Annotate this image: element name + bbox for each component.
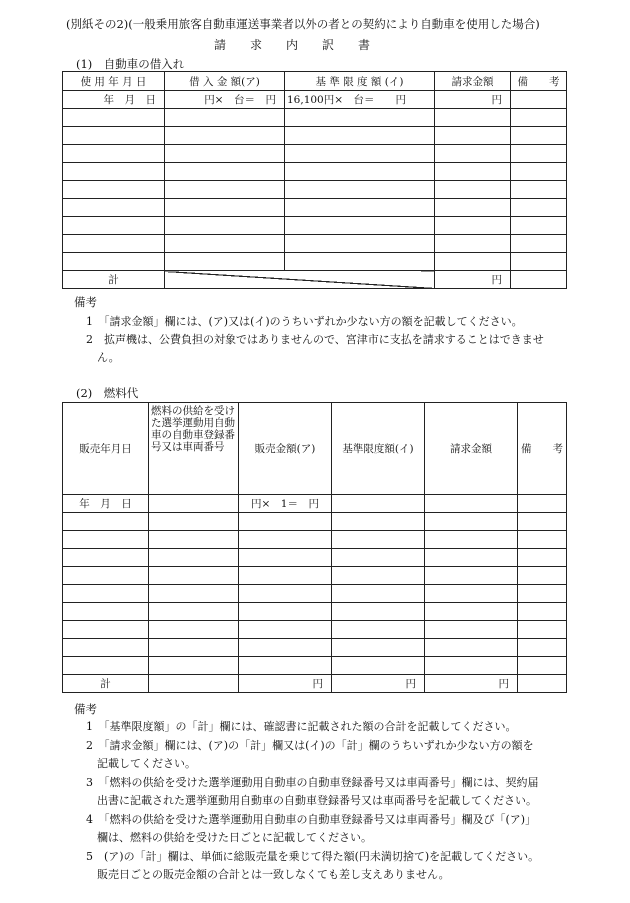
table-row	[63, 253, 567, 271]
column-header-sale-amount: 販売金額(ア)	[239, 403, 332, 495]
table-row	[63, 531, 567, 549]
section2-note-5-cont: 販売日ごとの販売金額の合計とは一致しなくても差し支えありません。	[97, 868, 450, 881]
table-row	[63, 235, 567, 253]
total-label: 計	[63, 675, 149, 693]
section2-note-3-cont: 出書に記載された選挙運動用自動車の自動車登録番号又は車両番号を記載してください。	[97, 794, 537, 807]
column-header-claim-amount: 請求金額	[425, 403, 518, 495]
vehicle-number-cell[interactable]	[149, 495, 239, 513]
table-header-row	[63, 403, 567, 495]
sale-date-cell[interactable]: 年 月 日	[63, 495, 149, 513]
column-header-vehicle-number: 燃料の供給を受けた選挙運動用自動車の自動車登録番号又は車両番号	[149, 403, 239, 495]
standard-limit-cell[interactable]	[332, 495, 425, 513]
column-header-claim-amount: 請求金額	[435, 72, 511, 91]
claim-amount-cell[interactable]	[425, 495, 518, 513]
total-crossed-cell	[165, 271, 435, 289]
rental-amount-cell[interactable]: 円× 台＝ 円	[165, 91, 285, 109]
table-row	[63, 163, 567, 181]
total-remarks-cell[interactable]	[511, 271, 567, 289]
table-row	[63, 639, 567, 657]
sale-amount-cell[interactable]: 円× 1＝ 円	[239, 495, 332, 513]
section2-note-2-cont: 記載してください。	[97, 757, 196, 770]
total-vehicle-cell	[149, 675, 239, 693]
section1-note-1: 1 「請求金額」欄には、(ア)又は(イ)のうちいずれか少ない方の額を記載してください。	[86, 315, 523, 328]
section2-notes-label: 備考	[74, 702, 97, 716]
section2-note-4-cont: 欄は、燃料の供給を受けた日ごとに記載してください。	[97, 831, 372, 844]
column-header-remarks: 備 考	[518, 403, 567, 495]
remarks-cell[interactable]	[518, 495, 567, 513]
table-row	[63, 181, 567, 199]
table-row	[63, 145, 567, 163]
table-header-row	[63, 72, 567, 91]
section1-note-2: 2 拡声機は、公費負担の対象ではありませんので、宮津市に支払を請求することはできませ	[86, 333, 544, 346]
document-title: 請 求 内 訳 書	[214, 38, 371, 52]
fuel-cost-table	[62, 402, 567, 693]
table-row	[63, 217, 567, 235]
claim-amount-cell[interactable]: 円	[435, 91, 511, 109]
column-header-standard-limit: 基 準 限 度 額 (イ)	[285, 72, 435, 91]
column-header-sale-date: 販売年月日	[63, 403, 149, 495]
document-subtitle: (別紙その2)(一般乗用旅客自動車運送事業者以外の者との契約により自動車を使用した場合)	[66, 17, 540, 31]
table-row	[63, 127, 567, 145]
table-row	[63, 585, 567, 603]
vehicle-rental-table	[62, 71, 567, 289]
section1-heading: (1) 自動車の借入れ	[76, 57, 185, 71]
section2-note-1: 1 「基準限度額」の「計」欄には、確認書に記載された額の合計を記載してください。	[86, 720, 517, 733]
total-claim-amount-cell[interactable]: 円	[435, 271, 511, 289]
usage-date-cell[interactable]: 年 月 日	[63, 91, 165, 109]
table-row	[63, 603, 567, 621]
section2-note-3: 3 「燃料の供給を受けた選挙運動用自動車の自動車登録番号又は車両番号」欄には、契約届	[86, 776, 539, 789]
total-sale-amount-cell[interactable]: 円	[239, 675, 332, 693]
section2-note-2: 2 「請求金額」欄には、(ア)の「計」欄又は(イ)の「計」欄のうちいずれか少ない方の額を	[86, 739, 534, 752]
table-row	[63, 621, 567, 639]
table-row	[63, 549, 567, 567]
standard-limit-cell[interactable]: 16,100円× 台＝ 円	[285, 91, 435, 109]
column-header-rental-amount: 借 入 金 額(ア)	[165, 72, 285, 91]
table-row	[63, 495, 567, 513]
column-header-remarks: 備 考	[511, 72, 567, 91]
table-row	[63, 513, 567, 531]
total-label: 計	[63, 271, 165, 289]
column-header-usage-date: 使 用 年 月 日	[63, 72, 165, 91]
table-row	[63, 91, 567, 109]
table-row	[63, 199, 567, 217]
section1-note-2-cont: ん。	[97, 351, 120, 364]
table-row	[63, 567, 567, 585]
total-claim-amount-cell[interactable]: 円	[425, 675, 518, 693]
table-row	[63, 657, 567, 675]
total-standard-limit-cell[interactable]: 円	[332, 675, 425, 693]
total-remarks-cell[interactable]	[518, 675, 567, 693]
section1-notes-label: 備考	[74, 295, 97, 309]
column-header-standard-limit: 基準限度額(イ)	[332, 403, 425, 495]
section2-note-5: 5 (ア)の「計」欄は、単価に総販売量を乗じて得た額(円未満切捨て)を記載してください。	[86, 850, 540, 863]
table-total-row	[63, 675, 567, 693]
remarks-cell[interactable]	[511, 91, 567, 109]
section2-note-4: 4 「燃料の供給を受けた選挙運動用自動車の自動車登録番号又は車両番号」欄及び「(ア)」	[86, 813, 537, 826]
table-total-row	[63, 271, 567, 289]
section2-heading: (2) 燃料代	[76, 386, 139, 400]
table-row	[63, 109, 567, 127]
